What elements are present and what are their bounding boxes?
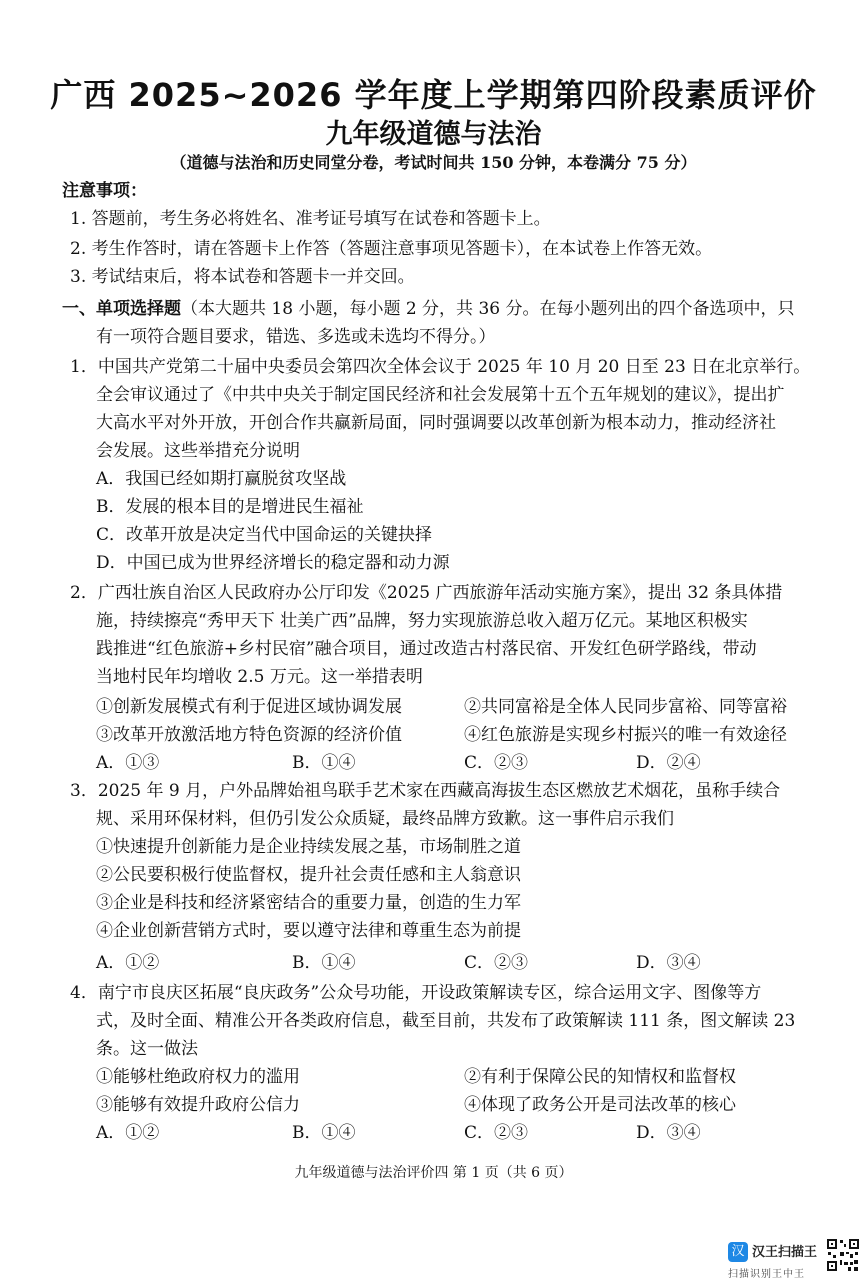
scanner-brand-tagline: 扫描识别王中王 xyxy=(728,1269,805,1280)
q3-stem: 3．2025 年 9 月，户外品牌始祖鸟联手艺术家在西藏高海拔生态区燃放艺术烟花，虽称手续合 xyxy=(70,781,781,801)
q1-stem: 1．中国共产党第二十届中央委员会第四次全体会议于 2025 年 10 月 20 日至 23 日在北京举行。 xyxy=(70,357,811,377)
scanner-brand-name: 汉王扫描王 xyxy=(752,1245,818,1260)
scanner-watermark xyxy=(728,1238,824,1278)
q2-choice-c: C．②③ xyxy=(464,753,529,773)
q3-choice-a: A．①② xyxy=(96,953,160,973)
q1-stem: 会发展。这些举措充分说明 xyxy=(96,441,300,461)
q3-statement: ②公民要积极行使监督权，提升社会责任感和主人翁意识 xyxy=(96,865,521,885)
q1-option-c: C．改革开放是决定当代中国命运的关键抉择 xyxy=(96,525,433,545)
q1-option-d: D．中国已成为世界经济增长的稳定器和动力源 xyxy=(96,553,450,573)
q3-statement: ③企业是科技和经济紧密结合的重要力量，创造的生力军 xyxy=(96,893,521,913)
q4-choice-a: A．①② xyxy=(96,1123,160,1143)
qr-code-icon xyxy=(826,1238,860,1272)
q3-choice-b: B．①④ xyxy=(292,953,356,973)
notice-item: 1. 答题前，考生务必将姓名、准考证号填写在试卷和答题卡上。 xyxy=(70,209,551,229)
q3-stem: 规、采用环保材料，但仍引发公众质疑，最终品牌方致歉。这一事件启示我们 xyxy=(96,809,674,829)
q4-stem: 式，及时全面、精准公开各类政府信息，截至目前，共发布了政策解读 111 条，图文解读 23 xyxy=(96,1011,796,1031)
q3-statement: ①快速提升创新能力是企业持续发展之基，市场制胜之道 xyxy=(96,837,521,857)
q2-statement: ③改革开放激活地方特色资源的经济价值 xyxy=(96,725,402,745)
section-heading-cont: 有一项符合题目要求，错选、多选或未选均不得分。） xyxy=(96,327,496,347)
q4-stem: 条。这一做法 xyxy=(96,1039,198,1059)
q2-statement: ①创新发展模式有利于促进区域协调发展 xyxy=(96,697,402,717)
section-heading-text: （本大题共 18 小题，每小题 2 分，共 36 分。在每小题列出的四个备选项中，只 xyxy=(181,299,795,319)
q1-stem: 大高水平对外开放，开创合作共赢新局面，同时强调要以改革创新为根本动力，推动经济社 xyxy=(96,413,776,433)
q2-stem: 践推进“红色旅游+乡村民宿”融合项目，通过改造古村落民宿、开发红色研学路线，带动 xyxy=(96,639,757,659)
section-heading xyxy=(62,298,795,320)
q1-stem: 全会审议通过了《中共中央关于制定国民经济和社会发展第十五个五年规划的建议》，提出扩 xyxy=(96,385,785,405)
scanner-logo-icon: 汉 xyxy=(728,1242,748,1262)
q2-stem: 施，持续擦亮“秀甲天下 壮美广西”品牌，努力实现旅游总收入超万亿元。某地区积极实 xyxy=(96,611,748,631)
section-heading-bold: 一、单项选择题 xyxy=(62,299,181,319)
q4-stem: 4．南宁市良庆区拓展“良庆政务”公众号功能，开设政策解读专区，综合运用文字、图像等方 xyxy=(70,983,762,1003)
q4-choice-b: B．①④ xyxy=(292,1123,356,1143)
q4-choice-d: D．③④ xyxy=(636,1123,701,1143)
q4-statement: ②有利于保障公民的知情权和监督权 xyxy=(464,1067,736,1087)
q2-statement: ④红色旅游是实现乡村振兴的唯一有效途径 xyxy=(464,725,787,745)
q4-statement: ③能够有效提升政府公信力 xyxy=(96,1095,300,1115)
q1-option-a: A．我国已经如期打赢脱贫攻坚战 xyxy=(96,469,347,489)
q1-option-b: B．发展的根本目的是增进民生福祉 xyxy=(96,497,364,517)
q2-choice-d: D．②④ xyxy=(636,753,701,773)
exam-info: （道德与法治和历史同堂分卷，考试时间共 150 分钟，本卷满分 75 分） xyxy=(170,153,697,172)
q4-statement: ①能够杜绝政府权力的滥用 xyxy=(96,1067,300,1087)
q3-choice-d: D．③④ xyxy=(636,953,701,973)
q2-stem: 2．广西壮族自治区人民政府办公厅印发《2025 广西旅游年活动实施方案》，提出 32 条具体措 xyxy=(70,583,783,603)
q2-statement: ②共同富裕是全体人民同步富裕、同等富裕 xyxy=(464,697,787,717)
exam-subtitle: 九年级道德与法治 xyxy=(325,119,542,150)
exam-title: 广西 2025~2026 学年度上学期第四阶段素质评价 xyxy=(50,76,817,114)
q3-statement: ④企业创新营销方式时，要以遵守法律和尊重生态为前提 xyxy=(96,921,521,941)
q2-choice-a: A．①③ xyxy=(96,753,160,773)
notice-item: 2. 考生作答时，请在答题卡上作答（答题注意事项见答题卡），在本试卷上作答无效。 xyxy=(70,239,713,259)
q3-choice-c: C．②③ xyxy=(464,953,529,973)
notice-title: 注意事项： xyxy=(62,181,147,201)
page-footer: 九年级道德与法治评价四 第 1 页（共 6 页） xyxy=(294,1165,573,1181)
q4-statement: ④体现了政务公开是司法改革的核心 xyxy=(464,1095,736,1115)
q4-choice-c: C．②③ xyxy=(464,1123,529,1143)
notice-item: 3. 考试结束后，将本试卷和答题卡一并交回。 xyxy=(70,267,415,287)
q2-stem: 当地村民年均增收 2.5 万元。这一举措表明 xyxy=(96,667,423,687)
q2-choice-b: B．①④ xyxy=(292,753,356,773)
